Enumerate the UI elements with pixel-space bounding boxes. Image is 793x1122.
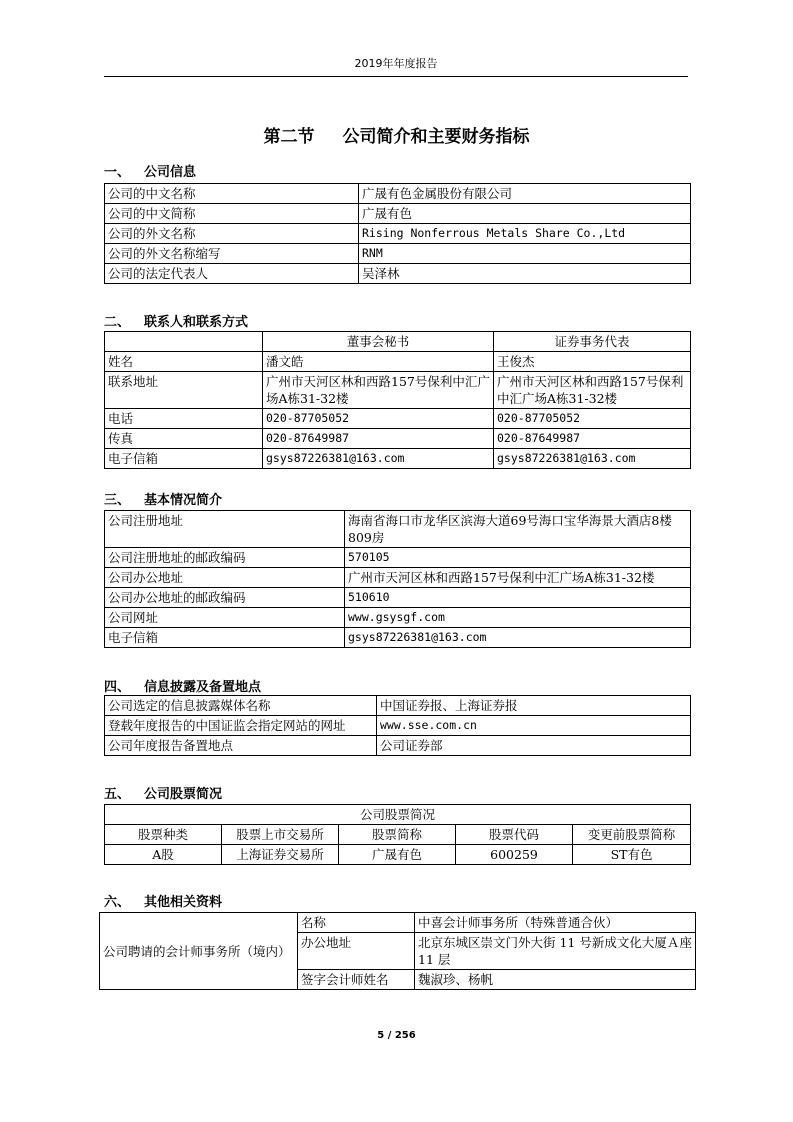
section-title	[0, 122, 793, 147]
table-cell: 广州市天河区林和西路157号保利中汇广场A栋31-32楼	[263, 372, 494, 409]
heading-text: 联系人和联系方式	[144, 315, 249, 330]
table-cell: 潘文皓	[263, 352, 494, 372]
heading-text: 公司信息	[144, 165, 197, 180]
table-cell	[105, 332, 263, 352]
table-cell: www.sse.com.cn	[377, 716, 691, 736]
table-cell: www.gsysgf.com	[345, 608, 691, 628]
table-cell: 公司的中文名称	[105, 184, 359, 204]
table-cell: 公司办公地址	[105, 568, 345, 588]
table-cell: 电话	[105, 409, 263, 429]
table-cell: 公司选定的信息披露媒体名称	[105, 696, 377, 716]
table-row	[105, 264, 691, 284]
table-cell: 电子信箱	[105, 449, 263, 469]
table-cell: gsys87226381@163.com	[494, 449, 691, 469]
heading-text: 其他相关资料	[144, 895, 223, 910]
table-cell: 020-87649987	[263, 429, 494, 449]
table-cell: ST有色	[573, 845, 691, 865]
table-row	[105, 845, 691, 865]
heading-text: 信息披露及备置地点	[144, 680, 262, 695]
heading-other	[104, 891, 222, 910]
table-cell: 签字会计师姓名	[298, 970, 415, 990]
heading-disclosure	[104, 676, 261, 695]
table-row	[105, 204, 691, 224]
stock-table	[104, 804, 691, 865]
table-cell: 股票代码	[456, 825, 573, 845]
table-cell: RNM	[359, 244, 691, 264]
auditor-table	[99, 912, 696, 990]
table-row	[105, 716, 691, 736]
table-cell: 公司注册地址	[105, 511, 345, 548]
heading-contacts	[104, 311, 248, 330]
table-cell: 公司的外文名称缩写	[105, 244, 359, 264]
table-cell: 020-87649987	[494, 429, 691, 449]
table-row	[105, 588, 691, 608]
table-row	[105, 244, 691, 264]
table-cell: 020-87705052	[263, 409, 494, 429]
table-row	[105, 628, 691, 648]
table-cell: 姓名	[105, 352, 263, 372]
table-row	[105, 224, 691, 244]
table-cell: 广晟有色	[359, 204, 691, 224]
table-cell: 公司网址	[105, 608, 345, 628]
table-cell: 广晟有色金属股份有限公司	[359, 184, 691, 204]
table-cell: 办公地址	[298, 933, 415, 970]
table-cell: 董事会秘书	[263, 332, 494, 352]
table-cell: 600259	[456, 845, 573, 865]
table-row	[105, 548, 691, 568]
basic-info-table	[104, 510, 691, 648]
heading-number: 四、	[104, 680, 131, 695]
table-header-row	[105, 825, 691, 845]
table-cell: 海南省海口市龙华区滨海大道69号海口宝华海景大酒店8楼809房	[345, 511, 691, 548]
table-cell: 传真	[105, 429, 263, 449]
table-cell: 公司的外文名称	[105, 224, 359, 244]
table-cell: A股	[105, 845, 222, 865]
heading-number: 二、	[104, 315, 131, 330]
table-cell: 广晟有色	[339, 845, 456, 865]
table-cell: 公司聘请的会计师事务所（境内）	[100, 913, 298, 990]
running-header: 2019年年度报告	[104, 55, 688, 77]
table-row	[105, 409, 691, 429]
section-number: 第二节	[263, 127, 315, 147]
heading-number: 三、	[104, 493, 131, 508]
table-cell: 公司股票简况	[105, 805, 691, 825]
table-row	[105, 511, 691, 548]
table-row	[105, 568, 691, 588]
table-cell: 公司年度报告备置地点	[105, 736, 377, 756]
table-cell: 广州市天河区林和西路157号保利中汇广场A栋31-32楼	[345, 568, 691, 588]
heading-number: 六、	[104, 895, 131, 910]
table-cell: 020-87705052	[494, 409, 691, 429]
table-cell: 吴泽林	[359, 264, 691, 284]
table-cell: 名称	[298, 913, 415, 933]
heading-company-info	[104, 161, 196, 180]
table-caption-row	[105, 805, 691, 825]
company-info-table	[104, 183, 691, 284]
table-cell: 电子信箱	[105, 628, 345, 648]
table-cell: 上海证券交易所	[222, 845, 339, 865]
table-cell: 登载年度报告的中国证监会指定网站的网址	[105, 716, 377, 736]
heading-number: 五、	[104, 787, 131, 802]
table-cell: 魏淑珍、杨帆	[415, 970, 696, 990]
table-cell: 广州市天河区林和西路157号保利中汇广场A栋31-32楼	[494, 372, 691, 409]
table-cell: 公司的中文简称	[105, 204, 359, 224]
table-row	[105, 429, 691, 449]
table-header-row	[105, 332, 691, 352]
table-cell: 北京东城区崇文门外大街 11 号新成文化大厦Ａ座 11 层	[415, 933, 696, 970]
heading-number: 一、	[104, 165, 131, 180]
table-cell: 股票种类	[105, 825, 222, 845]
table-row	[100, 913, 696, 933]
table-cell: 王俊杰	[494, 352, 691, 372]
heading-text: 公司股票简况	[144, 787, 223, 802]
table-cell: 510610	[345, 588, 691, 608]
table-cell: 公司注册地址的邮政编码	[105, 548, 345, 568]
table-cell: 中国证券报、上海证券报	[377, 696, 691, 716]
table-row	[105, 736, 691, 756]
heading-basic-info	[104, 489, 222, 508]
table-cell: 联系地址	[105, 372, 263, 409]
table-cell: 股票上市交易所	[222, 825, 339, 845]
table-cell: 公司的法定代表人	[105, 264, 359, 284]
table-cell: 公司证券部	[377, 736, 691, 756]
table-cell: 中喜会计师事务所（特殊普通合伙）	[415, 913, 696, 933]
table-cell: 股票简称	[339, 825, 456, 845]
heading-stock	[104, 783, 222, 802]
table-cell: Rising Nonferrous Metals Share Co.,Ltd	[359, 224, 691, 244]
table-cell: gsys87226381@163.com	[345, 628, 691, 648]
disclosure-table	[104, 695, 691, 756]
table-cell: 公司办公地址的邮政编码	[105, 588, 345, 608]
table-row	[105, 449, 691, 469]
table-row	[105, 184, 691, 204]
table-cell: gsys87226381@163.com	[263, 449, 494, 469]
contacts-table	[104, 331, 691, 469]
section-title-text: 公司简介和主要财务指标	[342, 127, 530, 147]
table-cell: 变更前股票简称	[573, 825, 691, 845]
page-number: 5 / 256	[377, 1030, 416, 1041]
table-row	[105, 696, 691, 716]
table-row	[105, 352, 691, 372]
table-cell: 证券事务代表	[494, 332, 691, 352]
heading-text: 基本情况简介	[144, 493, 223, 508]
table-row	[105, 372, 691, 409]
table-cell: 570105	[345, 548, 691, 568]
table-row	[105, 608, 691, 628]
